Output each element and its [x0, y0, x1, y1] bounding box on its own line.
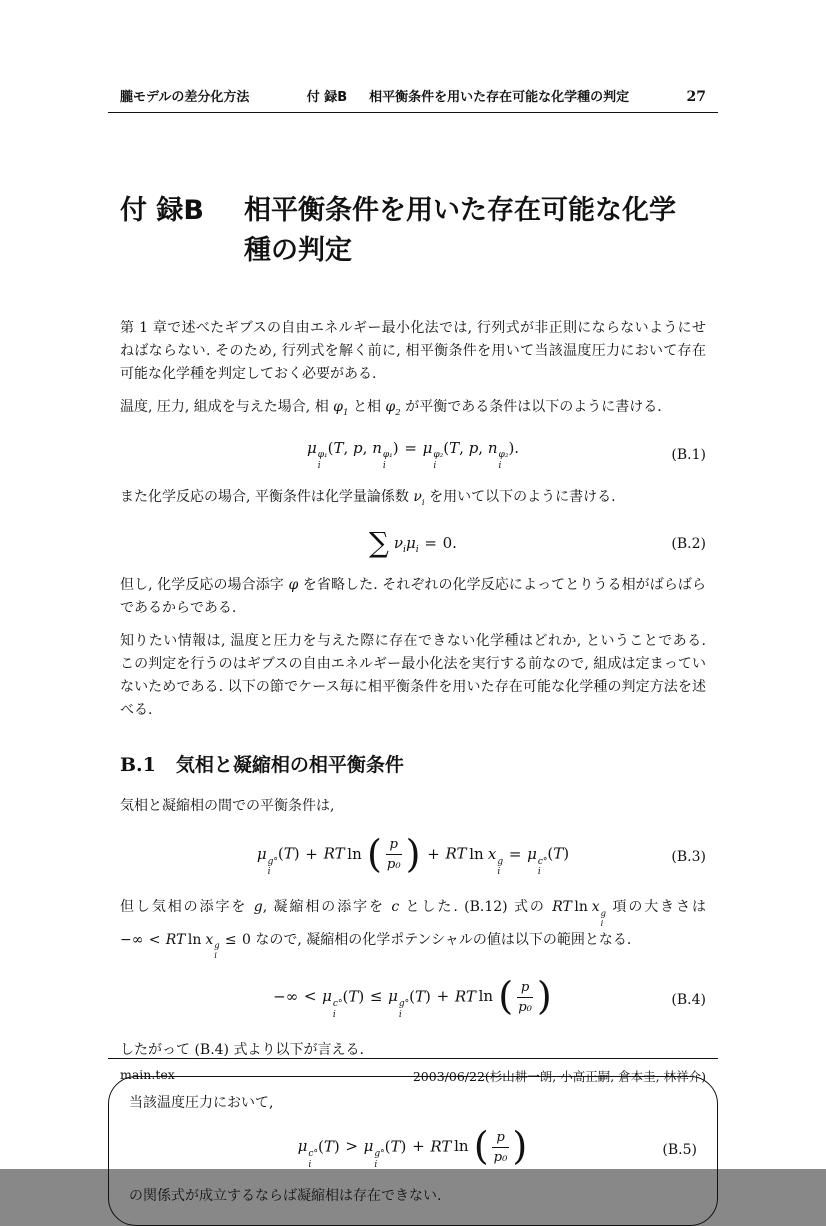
header-chapter-reference: [249, 86, 686, 105]
equation-b4-tag: (B.4): [671, 991, 706, 1008]
section-number: B.1: [120, 754, 156, 777]
header-rule: [108, 112, 718, 113]
paragraph-gas-condensed: 気相と凝縮相の間での平衡条件は,: [120, 798, 335, 815]
chapter-title: [120, 191, 706, 271]
footer-rule: [108, 1058, 718, 1059]
page-footer: [108, 1058, 718, 1085]
box-intro: 当該温度圧力において,: [129, 1094, 274, 1111]
equation-b5: [129, 1125, 697, 1175]
paragraph-phase-condition: 温度, 圧力, 組成を与えた場合, 相 $\varphi_1$ と相 $\varphi_2$ が平衡である条件は以下のように書ける.: [120, 399, 662, 418]
equation-b4-formula: −∞ < μ c° i (T) ≤ μ g° i (T) + RT ln ( $\frac{p}{\text{p₀}}$ ): [273, 973, 552, 1020]
running-header: [120, 86, 706, 105]
chapter-title-text: [244, 191, 706, 271]
chapter-title-label: 付 録B: [120, 195, 204, 226]
equation-b3: [120, 832, 706, 882]
paragraph-reaction-condition: また化学反応の場合, 平衡条件は化学量論係数 $\nu_i$ を用いて以下のように書ける.: [120, 488, 616, 508]
header-appendix-label: 付 録B: [306, 90, 348, 105]
equation-b2: [120, 528, 706, 560]
equation-b3-formula: μ g° i (T) + RT ln ( $\frac{p}{\text{p₀}}$ ) + RT ln x g i = μ c° i (T): [256, 831, 570, 878]
equation-b2-formula: ∑ $\nu_i\mu_i = 0$.: [369, 526, 457, 560]
header-page-number: 27: [686, 89, 706, 105]
footer-date-authors: 2003/06/22(杉山耕一朗, 小高正嗣, 倉本圭, 林祥介): [412, 1069, 706, 1084]
paragraph-range-note: 但し気相の添字を g, 凝縮相の添字を c とした. (B.12) 式の RT ln x g i 項の大きさは −∞ < RT ln x g i ≤ 0 なので, 凝縮相の化学ポテンシャルの値は以下の範囲となる.: [120, 899, 707, 960]
equation-b5-tag: (B.5): [662, 1141, 697, 1158]
equation-b2-tag: (B.2): [671, 536, 706, 553]
equation-b1-formula: μ φ₁ i (T, p, n φ₁ i ) = μ φ₂ i (T, p, n φ₂ i ).: [306, 438, 520, 472]
paragraph-subscript-note: 但し, 化学反応の場合添字 φ を省略した. それぞれの化学反応によってとりうる相がばらばらであるからである.: [120, 577, 706, 617]
section-title: 気相と凝縮相の相平衡条件: [175, 754, 404, 777]
paragraph-intro: 第 1 章で述べたギブスの自由エネルギー最小化法では, 行列式が非正則にならないようにせねばならない. そのため, 行列式を解く前に, 相平衡条件を用いて当該温度圧力において存在可能な化学種を判定しておく必要がある.: [120, 320, 706, 382]
highlight-box: [108, 1076, 718, 1226]
chapter-title-line1: 相平衡条件を用いた存在可能な化学: [243, 195, 676, 226]
footer-line: [108, 1067, 718, 1085]
footer-filename: main.tex: [120, 1067, 175, 1082]
paragraph-motivation: 知りたい情報は, 温度と圧力を与えた際に存在できない化学種はどれか, ということである. この判定を行うのはギブスの自由エネルギー最小化法を実行する前なので, 組成は定まっていないためである. 以下の節でケース毎に相平衡条件を用いた存在可能な化学種の判定方法を述べる.: [120, 633, 706, 719]
equation-b4: [120, 975, 706, 1025]
equation-b3-tag: (B.3): [671, 849, 706, 866]
paragraph-therefore: したがって (B.4) 式より以下が言える.: [120, 1041, 364, 1058]
header-chapter-title: 相平衡条件を用いた存在可能な化学種の判定: [369, 90, 630, 105]
section-heading: [120, 750, 706, 777]
equation-b1: [120, 439, 706, 472]
box-conclusion: の関係式が成立するならば凝縮相は存在できない.: [129, 1187, 442, 1204]
equation-b1-tag: (B.1): [671, 447, 706, 464]
equation-b5-formula: μ c° i (T) > μ g° i (T) + RT ln ( $\frac{p}{\text{p₀}}$ ): [297, 1123, 528, 1170]
header-left-title: 朧モデルの差分化方法: [120, 90, 250, 105]
chapter-title-line2: 種の判定: [243, 235, 352, 266]
